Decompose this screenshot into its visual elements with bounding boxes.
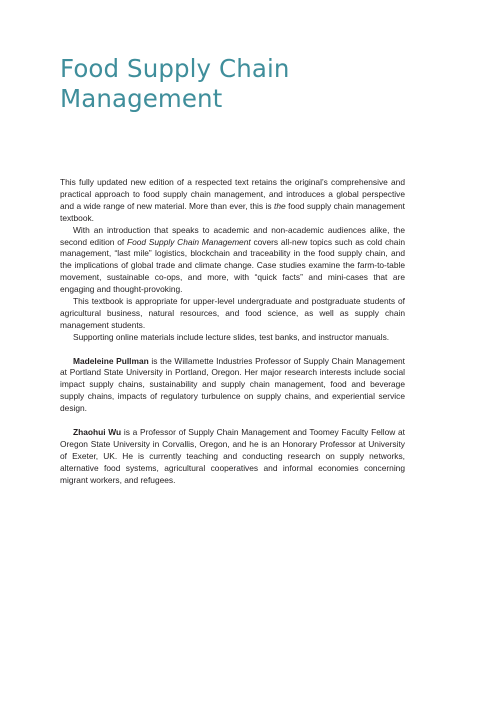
author-name-2: Zhaohui Wu: [73, 427, 122, 437]
author-name-1: Madeleine Pullman: [73, 355, 149, 366]
description-paragraph-4: Supporting online materials include lecture slides, test banks, and instructor manuals.: [73, 331, 390, 342]
author-bio-1: [60, 356, 405, 416]
description-paragraph-1-text-b: food supply chain management textbook.: [60, 200, 405, 223]
author-bio-text-2: is a Professor of Supply Chain Management and Toomey Faculty Fellow at Oregon State University in Corvallis, Oregon, and he is an Honorary Professor at University of Exeter, UK. He is currently teaching and conducting research on supply networks, alternative food systems, agricultural cooperatives and informal economies concerning migrant workers, and refugees.: [60, 427, 405, 485]
description-paragraph-2-book-title: Food Supply Chain Management: [126, 236, 251, 247]
description-paragraph-1-emphasis: the: [274, 200, 286, 211]
book-title-line-2: Management: [60, 84, 223, 113]
book-title-line-1: Food Supply Chain: [60, 54, 290, 83]
description-paragraph-3: This textbook is appropriate for upper-level undergraduate and postgraduate students of agricultural business, natural resources, and food science, as well as supply chain management students.: [60, 296, 405, 330]
book-title: [60, 54, 440, 114]
description-paragraph-1: [60, 177, 405, 225]
book-description: [60, 177, 405, 487]
description-paragraph-2-text-b: covers all-new topics such as cold chain management, “last mile” logistics, blockchain and traceability in the food supply chain, and the implications of global trade and climate change. Case studies examine the farm-to-table movement, sustainable co-ops, and more, with “quick facts” and mini-cases that are engaging and thought-provoking.: [60, 236, 405, 295]
description-paragraph-1-text-a: This fully updated new edition of a respected text retains the original’s comprehensive and practical approach to food supply chain management, and introduces a global perspective and a wide range of new material. More than ever, this is: [60, 177, 405, 211]
author-bio-text-1: is the Willamette Industries Professor of Supply Chain Management at Portland State University in Portland, Oregon. Her major research interests include social impact supply chains, sustainability and supply chain management, food and beverage supply chains, impacts of regulatory turbulence on supply chains, and experiential service design.: [60, 355, 405, 414]
description-paragraph-2-text-a: With an introduction that speaks to academic and non-academic audiences alike, the second edition of: [60, 224, 405, 247]
author-bio-2: [60, 427, 405, 487]
description-paragraph-2: [60, 225, 405, 296]
